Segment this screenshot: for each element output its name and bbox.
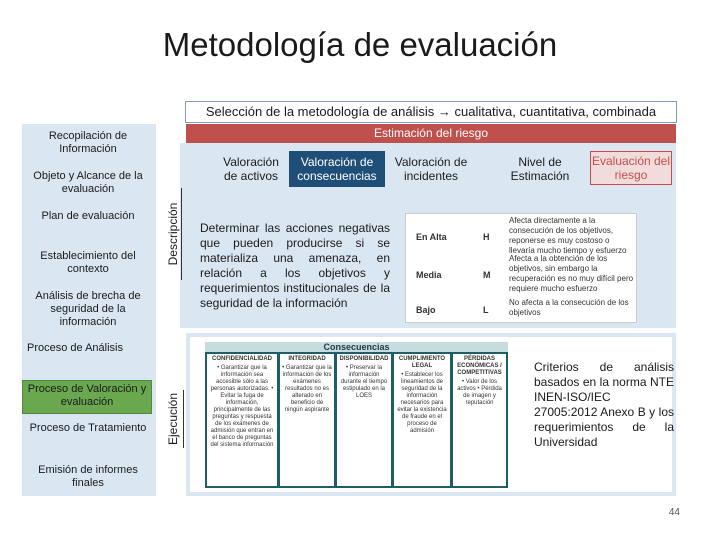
criterion-disponibilidad — [337, 354, 391, 486]
col-nivel-estimacion: Nivel de Estimación — [510, 155, 570, 183]
col-valoracion-incidentes: Valoración de incidentes — [394, 155, 468, 183]
side-item-objeto-alcance: Objeto y Alcance de la evaluación — [27, 170, 149, 198]
criterion-head: INTEGRIDAD — [288, 356, 326, 362]
criterion-body: • Establecer los lineamientos de seguridad de la información necesarios para evitar la existencia de fraude en el proceso de admisión — [397, 372, 447, 434]
description-label: Descripción — [166, 202, 180, 266]
criterion-perdidas — [453, 354, 506, 486]
side-item-analisis: Proceso de Análisis — [27, 342, 149, 356]
level-name: Media — [416, 270, 442, 280]
estimation-header: Estimación del riesgo — [186, 124, 676, 143]
criterion-body: • Garantizar que la información de los exámenes resultados no es alterado en beneficio de ningún aspirante — [282, 365, 332, 413]
criterion-confidencialidad — [207, 354, 277, 486]
execution-label: Ejecución — [166, 392, 180, 446]
level-desc: No afecta a la consecución de los objetivos — [509, 298, 629, 317]
page-title: Metodología de evaluación — [162, 26, 558, 63]
criterion-integridad — [280, 354, 334, 486]
level-desc: Afecta a la obtención de los objetivos, sin embargo la recuperación es no muy difícil pero requiere mucho esfuerzo — [509, 254, 634, 293]
level-row-low — [406, 296, 636, 332]
methodology-selection: Selección de la metodología de análisis → cualitativa, cuantitativa, combinada — [185, 101, 677, 123]
consequence-description: Determinar las acciones negativas que pueden producirse si se materializa una amenaza, en relación a los objetivos y requerimientos institucionales de la seguridad de la información — [200, 221, 390, 310]
page-number: 44 — [668, 507, 680, 518]
side-item-valoracion: Proceso de Valoración y evaluación — [22, 380, 152, 414]
side-item-plan: Plan de evaluación — [27, 210, 149, 224]
criterion-head: PÉRDIDAS ECONÓMICAS / COMPETITIVAS — [457, 356, 502, 376]
side-item-contexto: Establecimiento del contexto — [27, 250, 149, 278]
criterion-head: CUMPLIMIENTO LEGAL — [398, 356, 446, 369]
side-item-informes: Emisión de informes finales — [27, 464, 149, 492]
level-code: H — [483, 232, 490, 242]
side-item-recopilacion: Recopilación de Información — [27, 130, 149, 158]
criterion-body: • Preservar la información durante el tiempo estipulado en la LOES — [340, 365, 388, 399]
side-item-tratamiento: Proceso de Tratamiento — [27, 422, 149, 450]
execution-divider — [183, 390, 184, 448]
criterion-body: • Garantizar que la información sea accesible sólo a las personas autorizadas. • Evitar la fuga de información, principalmente de las preguntas y respuesta de los exámenes de admisión que entran en el banco de preguntas del sistema información — [210, 365, 274, 448]
col-valoracion-consecuencias: Valoración de consecuencias — [289, 151, 385, 187]
side-item-brecha: Análisis de brecha de seguridad de la información — [27, 290, 149, 332]
criterion-head: CONFIDENCIALIDAD — [212, 356, 272, 362]
criterion-cumplimiento — [394, 354, 450, 486]
criterion-body: • Valor de los activos • Pérdida de imagen y reputación — [457, 379, 502, 406]
consequences-header: Consecuencias — [205, 342, 508, 352]
consequences-table — [205, 342, 508, 488]
col-valoracion-activos: Valoración de activos — [223, 155, 279, 183]
criterion-head: DISPONIBILIDAD — [339, 356, 389, 362]
col-evaluacion-riesgo: Evaluación del riesgo — [590, 151, 672, 185]
estimation-level-table — [405, 213, 637, 323]
level-code: L — [483, 305, 489, 315]
level-name: En Alta — [416, 232, 447, 242]
description-divider — [181, 188, 182, 280]
level-row-medium — [406, 252, 636, 293]
level-code: M — [483, 270, 491, 280]
level-row-high — [406, 216, 636, 255]
criteria-note: Criterios de análisis basados en la norma NTE INEN-ISO/IEC 27005:2012 Anexo B y los requerimientos de la Universidad — [534, 360, 674, 449]
level-desc: Afecta directamente a la consecución de los objetivos, reponerse es muy costoso o llevaría mucho tiempo y esfuerzo — [509, 216, 627, 255]
level-name: Bajo — [416, 305, 436, 315]
